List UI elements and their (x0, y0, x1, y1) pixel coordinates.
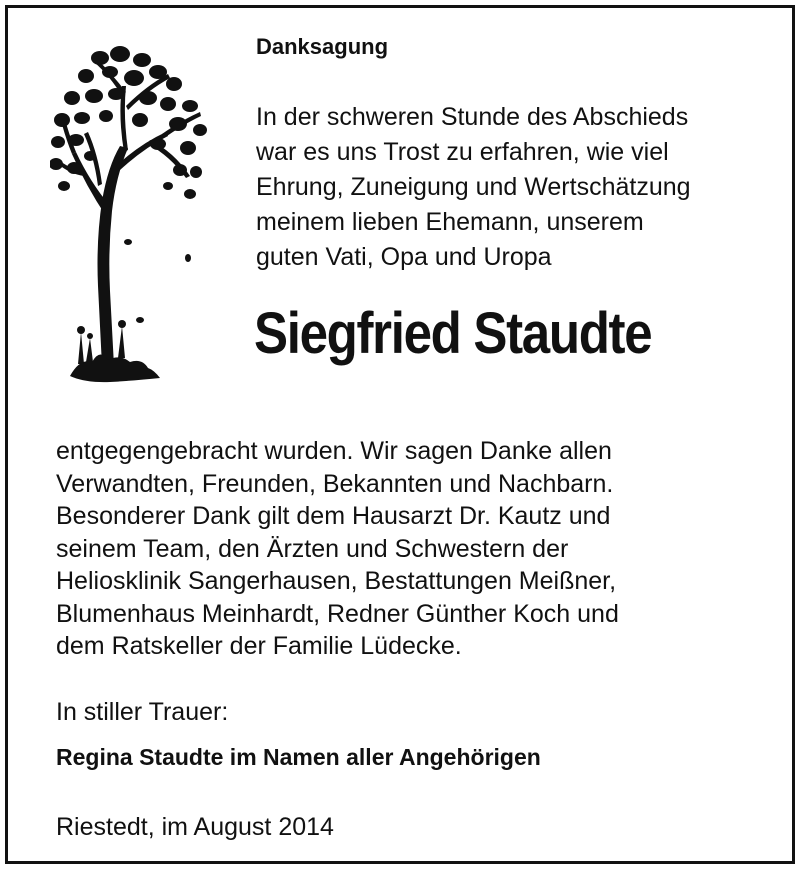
mourning-line: In stiller Trauer: (56, 698, 229, 726)
thanks-line: Heliosklinik Sangerhausen, Bestattungen Meißner, (56, 567, 617, 595)
intro-line: In der schweren Stunde des Abschieds (256, 103, 689, 131)
thanks-line: Blumenhaus Meinhardt, Redner Günther Koch und (56, 599, 619, 628)
intro-line: guten Vati, Opa und Uropa (256, 243, 552, 271)
thanks-line: entgegengebracht wurden. Wir sagen Danke allen (56, 437, 612, 465)
obituary-notice (5, 5, 795, 864)
signature: Regina Staudte im Namen aller Angehörigen (56, 744, 541, 770)
notice-heading: Danksagung (256, 34, 389, 59)
tree-icon (50, 36, 210, 386)
intro-line: Ehrung, Zuneigung und Wertschätzung (256, 173, 691, 201)
intro-line: war es uns Trost zu erfahren, wie viel (256, 138, 669, 166)
thanks-line: seinem Team, den Ärzten und Schwestern der (56, 534, 569, 563)
deceased-name: Siegfried Staudte (254, 301, 652, 366)
intro-line: meinem lieben Ehemann, unserem (256, 208, 644, 236)
place-date: Riestedt, im August 2014 (56, 813, 334, 841)
intro-paragraph (256, 100, 691, 275)
thanks-line: Besonderer Dank gilt dem Hausarzt Dr. Kautz und (56, 502, 611, 530)
thanks-paragraph (56, 435, 619, 663)
thanks-line: dem Ratskeller der Familie Lüdecke. (56, 632, 462, 660)
thanks-line: Verwandten, Freunden, Bekannten und Nachbarn. (56, 469, 614, 498)
